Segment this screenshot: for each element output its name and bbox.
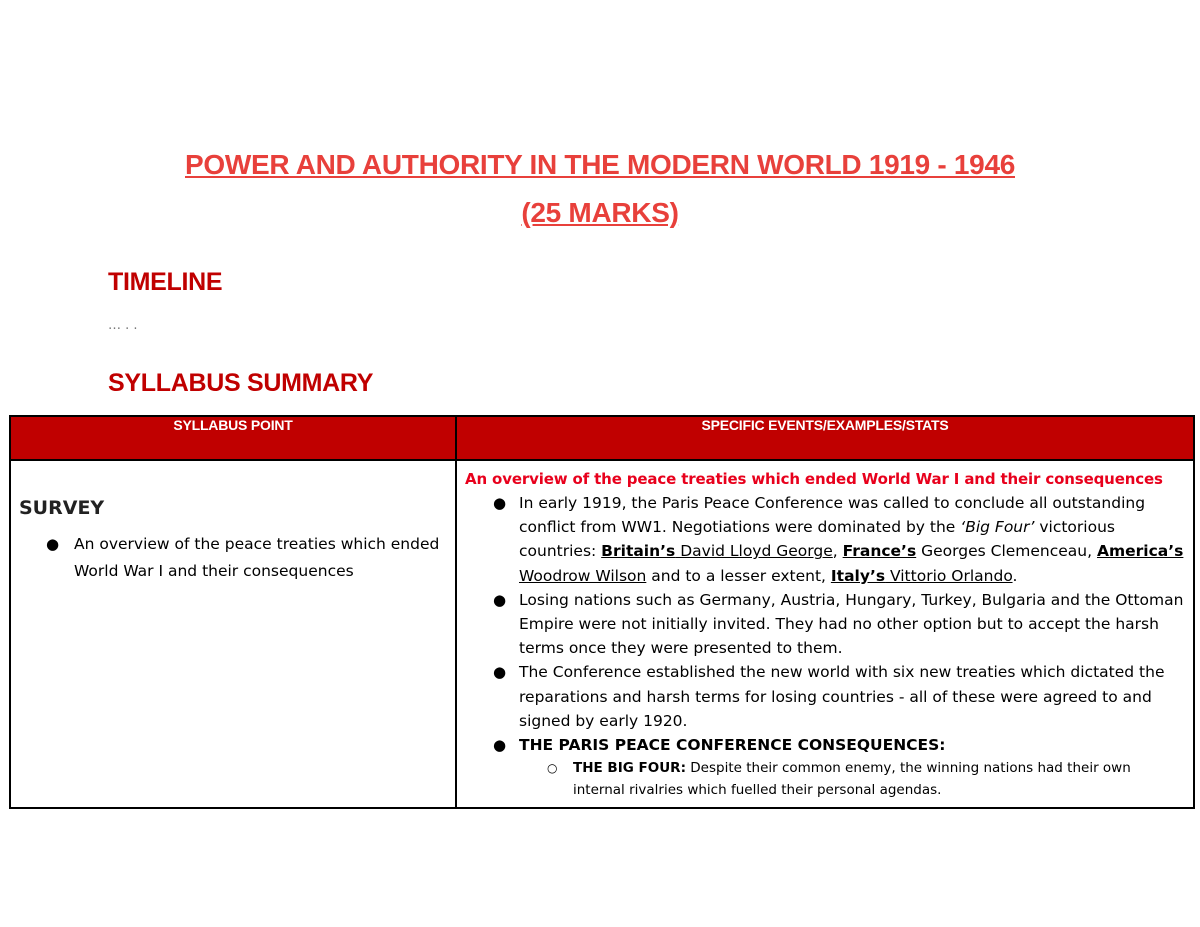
treaties-text: The Conference established the new world with six new treaties which dictated the reparations and harsh terms for losing countries - all of these were agreed to and signed by early 1920.	[519, 663, 1165, 730]
table-row	[10, 460, 1194, 808]
specific-events-cell	[456, 460, 1194, 808]
list-item	[457, 588, 1193, 661]
lesser-extent-text: and to a lesser extent,	[646, 566, 831, 585]
consequences-sublist	[519, 757, 1185, 801]
big-four-label: THE BIG FOUR:	[573, 760, 686, 777]
america-label: America’s	[1097, 542, 1184, 561]
page-subtitle-marks: (25 MARKS)	[521, 197, 679, 228]
events-list	[457, 491, 1193, 801]
list-item	[519, 757, 1185, 801]
overview-heading: An overview of the peace treaties which ended World War I and their consequences	[465, 470, 1163, 488]
lloyd-george-name: David Lloyd George	[675, 542, 833, 561]
france-label: France’s	[842, 542, 917, 561]
header-specific-events: SPECIFIC EVENTS/EXAMPLES/STATS	[456, 416, 1194, 460]
big-four-term: ‘Big Four’	[960, 518, 1035, 537]
bullet-icon: ●	[46, 535, 60, 553]
britain-label: Britain’s	[601, 542, 676, 561]
conference-intro-text: In early 1919, the Paris Peace Conference was called to conclude all outstanding conflict from WW1. Negotiations were dominated by the	[519, 494, 1146, 537]
clemenceau-name: Georges Clemenceau	[916, 542, 1088, 561]
bullet-icon: ●	[493, 590, 507, 609]
list-item	[457, 733, 1193, 801]
timeline-placeholder: … . .	[108, 318, 138, 333]
syllabus-point-list	[11, 531, 455, 585]
bullet-icon: ●	[493, 663, 507, 682]
orlando-name: Vittorio Orlando	[885, 566, 1013, 585]
syllabus-summary-heading: SYLLABUS SUMMARY	[108, 369, 374, 397]
bullet-icon: ●	[493, 494, 507, 512]
survey-label: SURVEY	[19, 497, 105, 519]
syllabus-table	[9, 415, 1195, 809]
losing-nations-text: Losing nations such as Germany, Austria, Hungary, Turkey, Bulgaria and the Ottoman Empire were not initially invited. They had no other option but to accept the harsh terms once they were presented to them.	[519, 590, 1184, 658]
circle-bullet-icon: ○	[547, 761, 558, 776]
italy-label: Italy’s	[830, 566, 886, 585]
page-title: POWER AND AUTHORITY IN THE MODERN WORLD 1919 - 1946	[185, 149, 1015, 180]
victorious-countries-text: victorious countries:	[519, 518, 1115, 561]
syllabus-point-cell	[10, 460, 456, 808]
consequences-heading: THE PARIS PEACE CONFERENCE CONSEQUENCES:	[519, 736, 946, 755]
timeline-heading: TIMELINE	[108, 268, 223, 296]
bullet-icon: ●	[493, 736, 507, 755]
list-item: ● In early 1919, the Paris Peace Conference was called to conclude all outstanding conflict from WW1. Negotiations were dominated by the ‘Big Four’ victorious countries: Britain’s David Lloyd George, France’s Georges Clemenceau, America’s Woodrow Wilson and to a lesser extent, Italy’s Vittorio Orlando.	[457, 491, 1193, 588]
list-item	[11, 531, 455, 585]
big-four-text: Despite their common enemy, the winning nations had their own internal rivalries which fuelled their personal agendas.	[573, 760, 1131, 799]
syllabus-point-text: An overview of the peace treaties which ended World War I and their consequences	[74, 535, 440, 580]
table-header-row	[10, 416, 1194, 460]
list-item	[457, 660, 1193, 733]
wilson-name: Woodrow Wilson	[519, 566, 647, 585]
header-syllabus-point: SYLLABUS POINT	[10, 416, 456, 460]
